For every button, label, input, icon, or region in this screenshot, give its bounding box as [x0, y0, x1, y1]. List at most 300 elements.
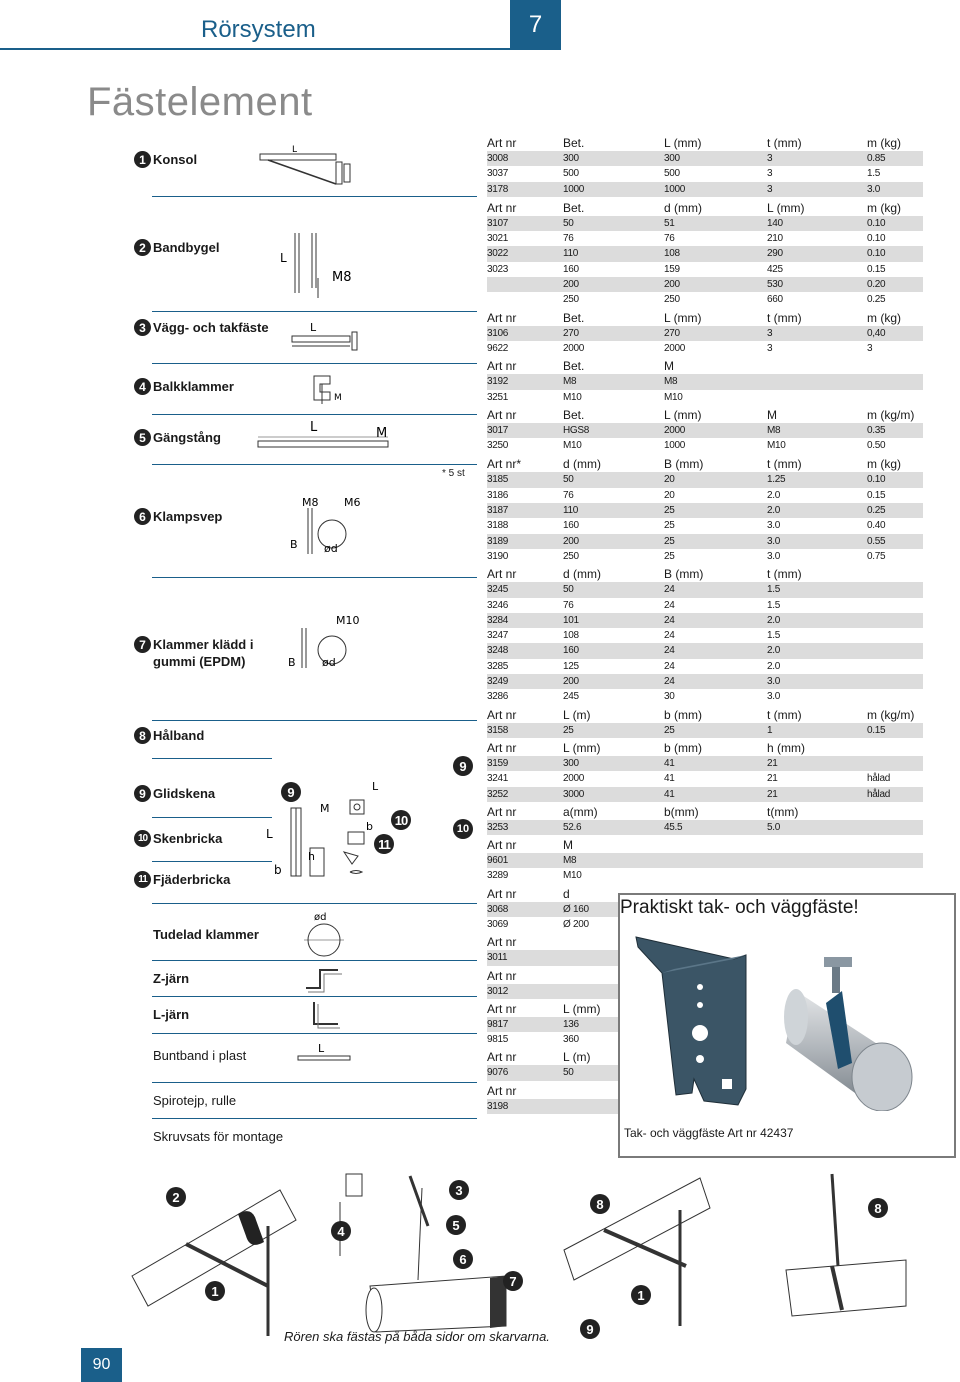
table-cell: 3 — [767, 183, 773, 195]
table-cell: 3250 — [487, 440, 509, 452]
table-cell: 1.5 — [867, 168, 881, 180]
table-header-row — [487, 408, 923, 423]
spec-table — [487, 805, 923, 835]
table-cell: 0.85 — [867, 153, 886, 164]
table-header-cell: t (mm) — [767, 567, 802, 582]
gangstang-sketch — [254, 417, 404, 455]
table-cell: 3286 — [487, 691, 509, 703]
table-header-cell: Art nr — [487, 1001, 517, 1016]
table-row — [487, 659, 923, 674]
item-badge: 2 — [134, 239, 151, 256]
table-cell: 1 — [767, 724, 773, 736]
table-header-cell: Art nr — [487, 359, 517, 374]
table-cell: 3.0 — [767, 535, 781, 547]
table-row — [487, 582, 923, 597]
table-cell: M10 — [563, 870, 582, 882]
table-header-cell: M — [664, 359, 674, 374]
table-cell: 20 — [664, 489, 675, 501]
table-cell — [767, 390, 867, 405]
table-row — [487, 853, 923, 868]
table-cell: 45.5 — [664, 821, 683, 833]
illus-badge: 3 — [449, 1180, 469, 1200]
table-row — [487, 390, 923, 405]
table-cell: 0.40 — [867, 520, 886, 532]
table-header-cell: Art nr — [487, 968, 517, 983]
table-cell: 500 — [664, 168, 680, 180]
table-cell: 24 — [664, 660, 675, 672]
table-row — [487, 326, 923, 341]
table-cell: M10 — [563, 440, 582, 452]
table-row — [487, 292, 923, 307]
table-row — [487, 518, 923, 533]
table-cell — [867, 598, 923, 613]
table-cell: 24 — [664, 599, 675, 611]
svg-text:M: M — [334, 393, 342, 403]
spec-table — [487, 201, 923, 308]
table-row — [487, 549, 923, 564]
separator — [152, 817, 272, 818]
item-badge: 1 — [134, 151, 151, 168]
table-cell — [867, 390, 923, 405]
item-label-skenbricka: Skenbricka — [153, 831, 223, 846]
table-header-cell: m (kg) — [867, 310, 901, 325]
table-cell: 2.0 — [767, 645, 781, 657]
table-cell: 660 — [767, 294, 783, 306]
item-label-spirotejp: Spirotejp, rulle — [153, 1093, 237, 1108]
table-cell: 25 — [664, 724, 675, 736]
table-cell — [664, 868, 767, 883]
table-header-row — [487, 136, 923, 151]
table-header-cell: a(mm) — [563, 804, 598, 819]
table-cell: 1000 — [563, 183, 585, 195]
item-label-klammer-gummi: Klammer klädd i gummi (EPDM) — [153, 637, 254, 669]
table-header-cell: Art nr — [487, 1050, 517, 1065]
table-header-cell: Art nr — [487, 407, 517, 422]
svg-text:L: L — [266, 827, 273, 841]
table-cell: 3.0 — [867, 183, 881, 195]
table-cell: 101 — [563, 614, 579, 626]
table-row — [487, 216, 923, 231]
table-cell: 0,40 — [867, 327, 886, 339]
table-row — [487, 868, 923, 883]
svg-text:b: b — [366, 820, 373, 833]
sketch-badge-10: 10 — [391, 810, 411, 830]
table-cell — [487, 277, 563, 292]
item-label-halband: Hålband — [153, 728, 205, 743]
table-cell: 41 — [664, 788, 675, 800]
table-cell: M8 — [563, 855, 577, 867]
spec-table — [487, 359, 923, 405]
promo-caption: Tak- och väggfäste Art nr 42437 — [624, 1126, 794, 1140]
table-cell: 21 — [767, 788, 778, 800]
table-row — [487, 534, 923, 549]
svg-text:L: L — [280, 251, 287, 265]
table-cell: 25 — [664, 520, 675, 532]
table-cell: 3106 — [487, 327, 509, 339]
table-header-cell: B (mm) — [664, 457, 704, 472]
table-header-cell: d (mm) — [563, 567, 601, 582]
item-badge: 11 — [134, 871, 151, 888]
table-cell: 25 — [664, 505, 675, 517]
table-header-row — [487, 359, 923, 374]
table-cell: 3069 — [487, 918, 509, 930]
table-cell: 3188 — [487, 520, 509, 532]
table-cell: 140 — [767, 217, 783, 229]
table-badge-9: 9 — [453, 756, 473, 776]
table-cell: 3198 — [487, 1100, 509, 1112]
table-header-cell: d (mm) — [664, 200, 702, 215]
svg-text:B: B — [290, 538, 298, 551]
table-cell: 2000 — [664, 342, 686, 354]
table-cell — [867, 582, 923, 597]
promo-box — [618, 893, 956, 1158]
table-header-cell: L (mm) — [767, 200, 805, 215]
spec-table — [487, 838, 923, 884]
page-number: 90 — [81, 1348, 122, 1382]
table-header-cell: t (mm) — [767, 310, 802, 325]
table-cell: 200 — [563, 535, 579, 547]
table-cell — [867, 613, 923, 628]
illus-badge: 8 — [590, 1194, 610, 1214]
table-cell: 3 — [867, 342, 873, 354]
spec-table — [487, 567, 923, 704]
table-cell — [867, 820, 923, 835]
table-cell: 270 — [664, 327, 680, 339]
table-row — [487, 643, 923, 658]
spec-table — [487, 708, 923, 738]
table-header-row — [487, 708, 923, 723]
table-cell: 3189 — [487, 535, 509, 547]
table-header-cell: L (mm) — [664, 407, 702, 422]
table-cell: 250 — [563, 550, 579, 562]
table-cell: 245 — [563, 691, 579, 703]
table-cell: 3285 — [487, 660, 509, 672]
table-cell — [867, 659, 923, 674]
svg-text:M10: M10 — [336, 614, 360, 627]
table-cell — [767, 853, 867, 868]
item-badge: 5 — [134, 429, 151, 446]
separator — [152, 861, 272, 862]
table-cell: 3251 — [487, 391, 509, 403]
table-header-cell: Art nr — [487, 886, 517, 901]
table-row — [487, 423, 923, 438]
promo-title: Praktiskt tak- och väggfäste! — [620, 897, 859, 918]
table-header-cell — [867, 805, 923, 820]
table-cell: 3 — [767, 153, 773, 164]
table-cell: 3008 — [487, 153, 509, 164]
table-cell: 0.75 — [867, 550, 886, 562]
illus-badge: 2 — [166, 1187, 186, 1207]
table-cell: 3068 — [487, 903, 509, 915]
table-header-cell: L (mm) — [563, 1001, 601, 1016]
buntband-sketch — [296, 1040, 356, 1070]
svg-text:M8: M8 — [302, 496, 319, 509]
z-jarn-sketch — [302, 960, 344, 994]
table-cell: 50 — [563, 1067, 574, 1079]
table-header-cell: m (kg) — [867, 200, 901, 215]
table-cell — [867, 374, 923, 389]
table-cell: 250 — [664, 294, 680, 306]
spec-table — [487, 408, 923, 454]
table-header-cell: m (kg) — [867, 457, 901, 472]
illus-badge: 6 — [453, 1249, 473, 1269]
item-label-buntband: Buntband i plast — [153, 1048, 247, 1063]
table-cell: 360 — [563, 1034, 579, 1046]
table-cell: 0.10 — [867, 233, 886, 245]
table-cell — [767, 374, 867, 389]
table-cell: 5.0 — [767, 821, 781, 833]
installation-illustration-right — [560, 1170, 920, 1340]
table-cell: 3159 — [487, 757, 509, 769]
table-header-cell: d (mm) — [563, 457, 601, 472]
table-header-cell: m (kg) — [867, 136, 901, 150]
table-row — [487, 613, 923, 628]
table-row — [487, 231, 923, 246]
item-label-glidskena: Glidskena — [153, 786, 216, 801]
table-cell: 50 — [563, 584, 574, 596]
table-row — [487, 341, 923, 356]
item-badge: 9 — [134, 785, 151, 802]
table-header-cell: b(mm) — [664, 804, 699, 819]
separator — [152, 414, 477, 415]
table-cell: 9817 — [487, 1018, 509, 1030]
table-header-cell: Art nr — [487, 804, 517, 819]
table-row — [487, 674, 923, 689]
table-header-cell: Art nr* — [487, 457, 522, 472]
table-cell: 76 — [563, 599, 574, 611]
page-title: Fästelement — [87, 80, 313, 124]
table-cell — [867, 868, 923, 883]
table-cell: 76 — [563, 489, 574, 501]
table-cell: 3249 — [487, 676, 509, 688]
table-cell: 0.10 — [867, 474, 886, 486]
item-label-balkklammer: Balkklammer — [153, 379, 234, 394]
table-header-cell — [867, 838, 923, 853]
table-row — [487, 262, 923, 277]
table-cell: 3021 — [487, 233, 509, 245]
table-row — [487, 246, 923, 261]
table-header-cell: B (mm) — [664, 567, 704, 582]
table-header-row — [487, 741, 923, 756]
table-cell: 425 — [767, 263, 783, 275]
table-header-cell: M — [767, 407, 777, 422]
separator — [152, 720, 477, 721]
table-cell: 108 — [664, 248, 680, 260]
table-header-cell: Art nr — [487, 707, 517, 722]
table-cell: 3023 — [487, 263, 509, 275]
table-row — [487, 472, 923, 487]
table-cell: 2000 — [664, 424, 686, 436]
item-badge: 6 — [134, 508, 151, 525]
item-label-bandbygel: Bandbygel — [153, 240, 220, 255]
table-cell: 250 — [563, 294, 579, 306]
table-header-cell: h (mm) — [767, 740, 805, 755]
table-header-cell: L (m) — [563, 707, 591, 722]
table-badge-10: 10 — [453, 819, 473, 839]
table-cell: 0.25 — [867, 505, 886, 517]
table-cell: 2000 — [563, 342, 585, 354]
table-header-cell: L (mm) — [664, 136, 702, 150]
table-cell: 3012 — [487, 985, 509, 997]
table-row — [487, 438, 923, 453]
table-cell: 0.50 — [867, 440, 886, 452]
svg-text:L: L — [310, 420, 318, 435]
side-note: * 5 st — [442, 468, 465, 479]
table-row — [487, 182, 923, 197]
table-header-cell — [767, 359, 867, 374]
spec-table — [487, 741, 923, 802]
table-header-cell: d — [563, 886, 570, 901]
table-cell: 3241 — [487, 773, 509, 785]
table-cell: 3 — [767, 168, 773, 180]
illus-badge: 1 — [631, 1285, 651, 1305]
table-cell: 2.0 — [767, 660, 781, 672]
item-label-gangstang: Gängstång — [153, 430, 221, 445]
table-header-cell: b (mm) — [664, 707, 702, 722]
table-cell: 3192 — [487, 376, 509, 388]
table-cell: M10 — [664, 391, 683, 403]
table-cell: 270 — [563, 327, 579, 339]
spec-table — [487, 311, 923, 357]
table-header-cell — [867, 359, 923, 374]
table-header-cell: Art nr — [487, 310, 517, 325]
vagg-takfaste-sketch — [288, 318, 368, 360]
table-header-row — [487, 311, 923, 326]
table-cell: 200 — [563, 676, 579, 688]
table-cell: 76 — [563, 233, 574, 245]
section-title: Rörsystem — [201, 16, 316, 43]
table-cell: 3.0 — [767, 550, 781, 562]
svg-text:L: L — [292, 145, 298, 155]
table-header-cell — [867, 741, 923, 756]
table-header-cell: L (mm) — [563, 740, 601, 755]
illus-badge: 7 — [503, 1271, 523, 1291]
table-cell: Ø 160 — [563, 903, 589, 915]
table-cell: 24 — [664, 584, 675, 596]
table-cell — [867, 674, 923, 689]
table-header-cell: Art nr — [487, 567, 517, 582]
svg-text:M8: M8 — [332, 270, 352, 285]
bottom-caption: Rören ska fästas på båda sidor om skarvarna. — [284, 1329, 550, 1344]
item-badge: 8 — [134, 727, 151, 744]
table-cell: 52.6 — [563, 821, 582, 833]
table-cell: 3178 — [487, 183, 509, 195]
svg-text:M6: M6 — [344, 496, 361, 509]
table-cell: 3284 — [487, 614, 509, 626]
table-header-cell: Bet. — [563, 407, 585, 422]
separator — [152, 577, 477, 578]
table-cell: 1000 — [664, 440, 686, 452]
table-cell: 24 — [664, 676, 675, 688]
table-cell: 160 — [563, 263, 579, 275]
table-cell: Ø 200 — [563, 918, 589, 930]
item-label-z-jarn: Z-järn — [153, 971, 190, 986]
illus-badge: 8 — [868, 1198, 888, 1218]
separator — [152, 1082, 477, 1083]
illus-badge: 4 — [331, 1221, 351, 1241]
table-cell: 3246 — [487, 599, 509, 611]
table-row — [487, 771, 923, 786]
table-header-cell: Art nr — [487, 136, 517, 150]
table-cell: 25 — [664, 535, 675, 547]
table-cell: 0.10 — [867, 248, 886, 260]
separator — [152, 996, 477, 997]
table-header-row — [487, 567, 923, 582]
table-row — [487, 756, 923, 771]
svg-text:ød: ød — [314, 912, 327, 923]
table-row — [487, 374, 923, 389]
chapter-number: 7 — [510, 0, 561, 50]
bandbygel-sketch — [278, 228, 368, 303]
separator — [152, 464, 477, 465]
item-badge: 7 — [134, 636, 151, 653]
svg-text:h: h — [308, 850, 315, 863]
table-header-cell: Bet. — [563, 310, 585, 325]
separator — [152, 311, 477, 312]
table-cell: 3247 — [487, 630, 509, 642]
table-header-row — [487, 201, 923, 216]
table-cell: 300 — [664, 153, 680, 164]
svg-text:ød: ød — [322, 656, 336, 669]
table-cell — [867, 689, 923, 704]
table-header-cell: L (m) — [563, 1050, 591, 1065]
table-cell: 300 — [563, 757, 579, 769]
table-header-cell: Bet. — [563, 200, 585, 215]
konsol-sketch — [258, 144, 368, 189]
table-cell: 3190 — [487, 550, 509, 562]
table-cell — [487, 292, 563, 307]
item-label-vagg-takfaste: Vägg- och takfäste — [153, 320, 269, 335]
table-cell: HGS8 — [563, 424, 590, 436]
table-cell: 136 — [563, 1018, 579, 1030]
table-cell — [867, 853, 923, 868]
table-cell: 3.0 — [767, 691, 781, 703]
table-row — [487, 598, 923, 613]
table-cell: M8 — [664, 376, 678, 388]
table-cell: 3.0 — [767, 520, 781, 532]
table-cell: 3253 — [487, 821, 509, 833]
svg-text:B: B — [288, 656, 296, 669]
table-header-cell: Art nr — [487, 740, 517, 755]
pipe-clamp-image — [782, 951, 922, 1116]
table-cell: 24 — [664, 645, 675, 657]
separator — [152, 758, 272, 759]
table-cell: M8 — [767, 424, 781, 436]
table-cell: 530 — [767, 279, 783, 291]
item-label-skruvsats: Skruvsats för montage — [153, 1129, 284, 1144]
table-cell: 3245 — [487, 584, 509, 596]
item-label-l-jarn: L-järn — [153, 1007, 190, 1022]
table-cell: 3187 — [487, 505, 509, 517]
table-header-row — [487, 805, 923, 820]
svg-text:L: L — [318, 1042, 325, 1055]
separator — [152, 1118, 477, 1119]
table-cell: 1.25 — [767, 474, 786, 486]
table-cell: 25 — [563, 724, 574, 736]
table-header-cell: t (mm) — [767, 707, 802, 722]
svg-text:b: b — [274, 863, 282, 877]
table-header-cell: Art nr — [487, 200, 517, 215]
table-cell: 9601 — [487, 855, 509, 867]
table-cell: 0.35 — [867, 424, 886, 436]
table-cell: 125 — [563, 660, 579, 672]
table-cell: 3.0 — [767, 676, 781, 688]
table-cell: 50 — [563, 474, 574, 486]
table-cell: 3017 — [487, 424, 509, 436]
table-header-cell: L (mm) — [664, 310, 702, 325]
table-cell: 0.55 — [867, 535, 886, 547]
table-cell: 3107 — [487, 217, 509, 229]
